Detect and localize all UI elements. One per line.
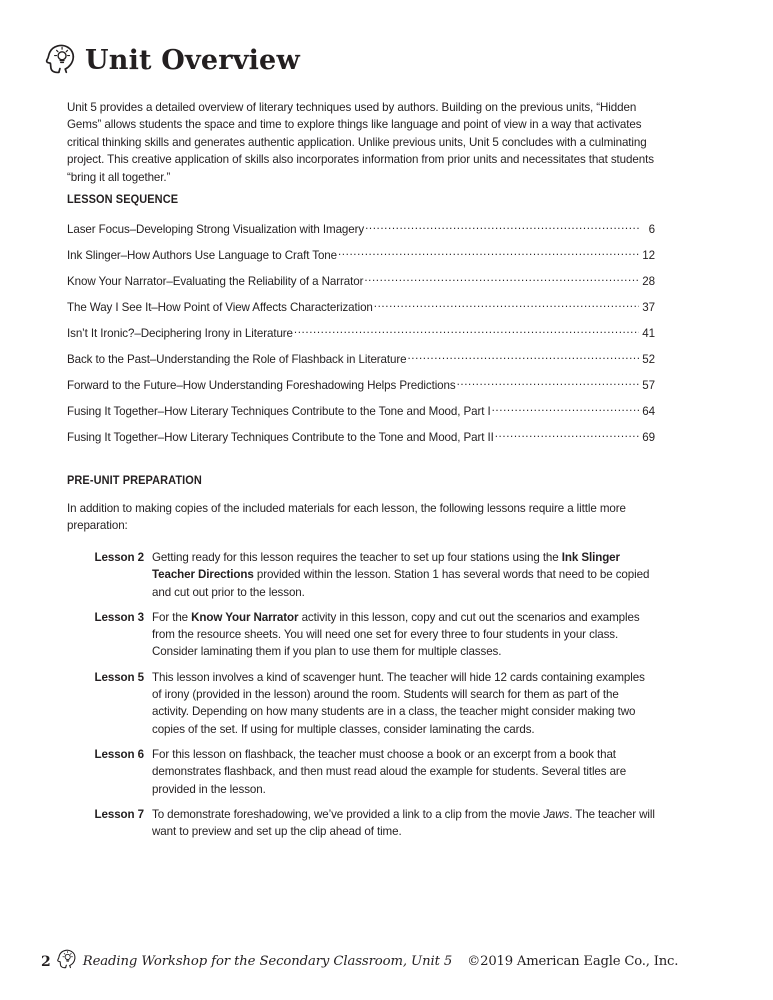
toc-entry-page: 64: [642, 405, 655, 418]
toc-entry-title: Isn’t It Ironic?–Deciphering Irony in Literature: [67, 327, 293, 340]
lesson-label: Lesson 7: [94, 807, 144, 821]
intro-paragraph: Unit 5 provides a detailed overview of literary techniques used by authors. Building on the previous units, “Hidden Gems” allows students the space and time to explore things like language and point of view in a way that activates critical thinking skills and generates authentic application. Unlike previous units, Unit 5 concludes with a culminating project. This creative application of skills also incorporates information from prior units and necessitates that students “bring it all together.”: [67, 100, 654, 184]
dot-leader: [495, 430, 639, 441]
lesson-label: Lesson 6: [94, 747, 144, 761]
lesson-description: For this lesson on flashback, the teacher must choose a book or an excerpt from a book that demonstrates flashback, and then must read aloud the example for students. Several titles are provided in the lesson.: [152, 747, 627, 796]
toc-entry-page: 6: [648, 223, 655, 236]
lesson-label: Lesson 5: [94, 670, 144, 684]
lesson-note-row: [67, 806, 655, 841]
lesson-note-row: [67, 549, 655, 601]
toc-entry-page: 12: [642, 249, 655, 262]
page-title: Unit Overview: [85, 45, 300, 76]
toc-row[interactable]: [67, 326, 655, 352]
head-lightbulb-icon: [44, 42, 78, 81]
pre-unit-intro: In addition to making copies of the included materials for each lesson, the following lessons require a little more preparation:: [67, 501, 626, 533]
lesson-note-row: [67, 609, 655, 661]
toc-row[interactable]: [67, 404, 655, 430]
toc-entry-title: Back to the Past–Understanding the Role of Flashback in Literature: [67, 353, 407, 366]
pre-unit-lesson-list: [67, 549, 655, 848]
page-header: [44, 42, 300, 81]
dot-leader: [407, 352, 639, 363]
lesson-description: For the Know Your Narrator activity in this lesson, copy and cut out the scenarios and examples from the resource sheets. You will need one set for every three to four students in your class. Consider laminating them if you plan to use them for multiple classes.: [152, 610, 640, 659]
dot-leader: [364, 274, 639, 285]
toc-entry-page: 69: [642, 431, 655, 444]
footer-book-title: Reading Workshop for the Secondary Classroom, Unit 5: [82, 954, 453, 969]
toc-entry-page: 41: [642, 327, 655, 340]
toc-row[interactable]: [67, 300, 655, 326]
dot-leader: [492, 404, 639, 415]
dot-leader: [294, 326, 639, 337]
lesson-sequence-heading: LESSON SEQUENCE: [67, 192, 179, 206]
toc-row[interactable]: [67, 430, 655, 456]
lesson-note-row: [67, 746, 655, 798]
toc-row[interactable]: [67, 352, 655, 378]
lesson-description: Getting ready for this lesson requires the teacher to set up four stations using the Ink Slinger Teacher Directions provided within the lesson. Station 1 has several words that need to be copied and cut out prior to the lesson.: [152, 551, 650, 599]
dot-leader: [338, 248, 639, 259]
toc-entry-title: Forward to the Future–How Understanding Foreshadowing Helps Predictions: [67, 379, 456, 392]
pre-unit-preparation-heading: PRE-UNIT PREPARATION: [67, 473, 202, 487]
toc-entry-page: 28: [642, 275, 655, 288]
dot-leader: [374, 300, 639, 311]
head-lightbulb-icon: [56, 948, 78, 975]
lesson-label: Lesson 3: [94, 610, 144, 624]
lesson-description: To demonstrate foreshadowing, we’ve provided a link to a clip from the movie Jaws. The teacher will want to preview and set up the clip ahead of time.: [152, 807, 655, 839]
lesson-description: This lesson involves a kind of scavenger hunt. The teacher will hide 12 cards containing examples of irony (provided in the lesson) around the room. Students will search for them as part of the activity. Depending on how many students are in a class, the teacher might consider making two copies of the set. If using for multiple classes, consider laminating the cards.: [152, 670, 645, 736]
toc-entry-title: Know Your Narrator–Evaluating the Reliability of a Narrator: [67, 275, 364, 288]
toc-row[interactable]: [67, 222, 655, 248]
page-footer: [41, 948, 678, 975]
toc-entry-page: 57: [642, 379, 655, 392]
footer-copyright: ©2019 American Eagle Co., Inc.: [467, 954, 679, 969]
toc-entry-title: Fusing It Together–How Literary Techniques Contribute to the Tone and Mood, Part II: [67, 431, 494, 444]
dot-leader: [457, 378, 639, 389]
lesson-note-row: [67, 669, 655, 738]
toc-entry-title: Fusing It Together–How Literary Techniques Contribute to the Tone and Mood, Part I: [67, 405, 491, 418]
dot-leader: [365, 222, 639, 233]
lesson-label: Lesson 2: [94, 551, 144, 564]
toc-entry-title: Laser Focus–Developing Strong Visualization with Imagery: [67, 223, 365, 236]
toc-entry-title: The Way I See It–How Point of View Affects Characterization: [67, 301, 373, 314]
toc-entry-page: 52: [642, 353, 655, 366]
lesson-sequence-list: [67, 222, 655, 456]
toc-row[interactable]: [67, 274, 655, 300]
toc-row[interactable]: [67, 248, 655, 274]
toc-entry-title: Ink Slinger–How Authors Use Language to Craft Tone: [67, 249, 337, 262]
footer-page-number: 2: [41, 953, 51, 970]
toc-entry-page: 37: [642, 301, 655, 314]
toc-row[interactable]: [67, 378, 655, 404]
